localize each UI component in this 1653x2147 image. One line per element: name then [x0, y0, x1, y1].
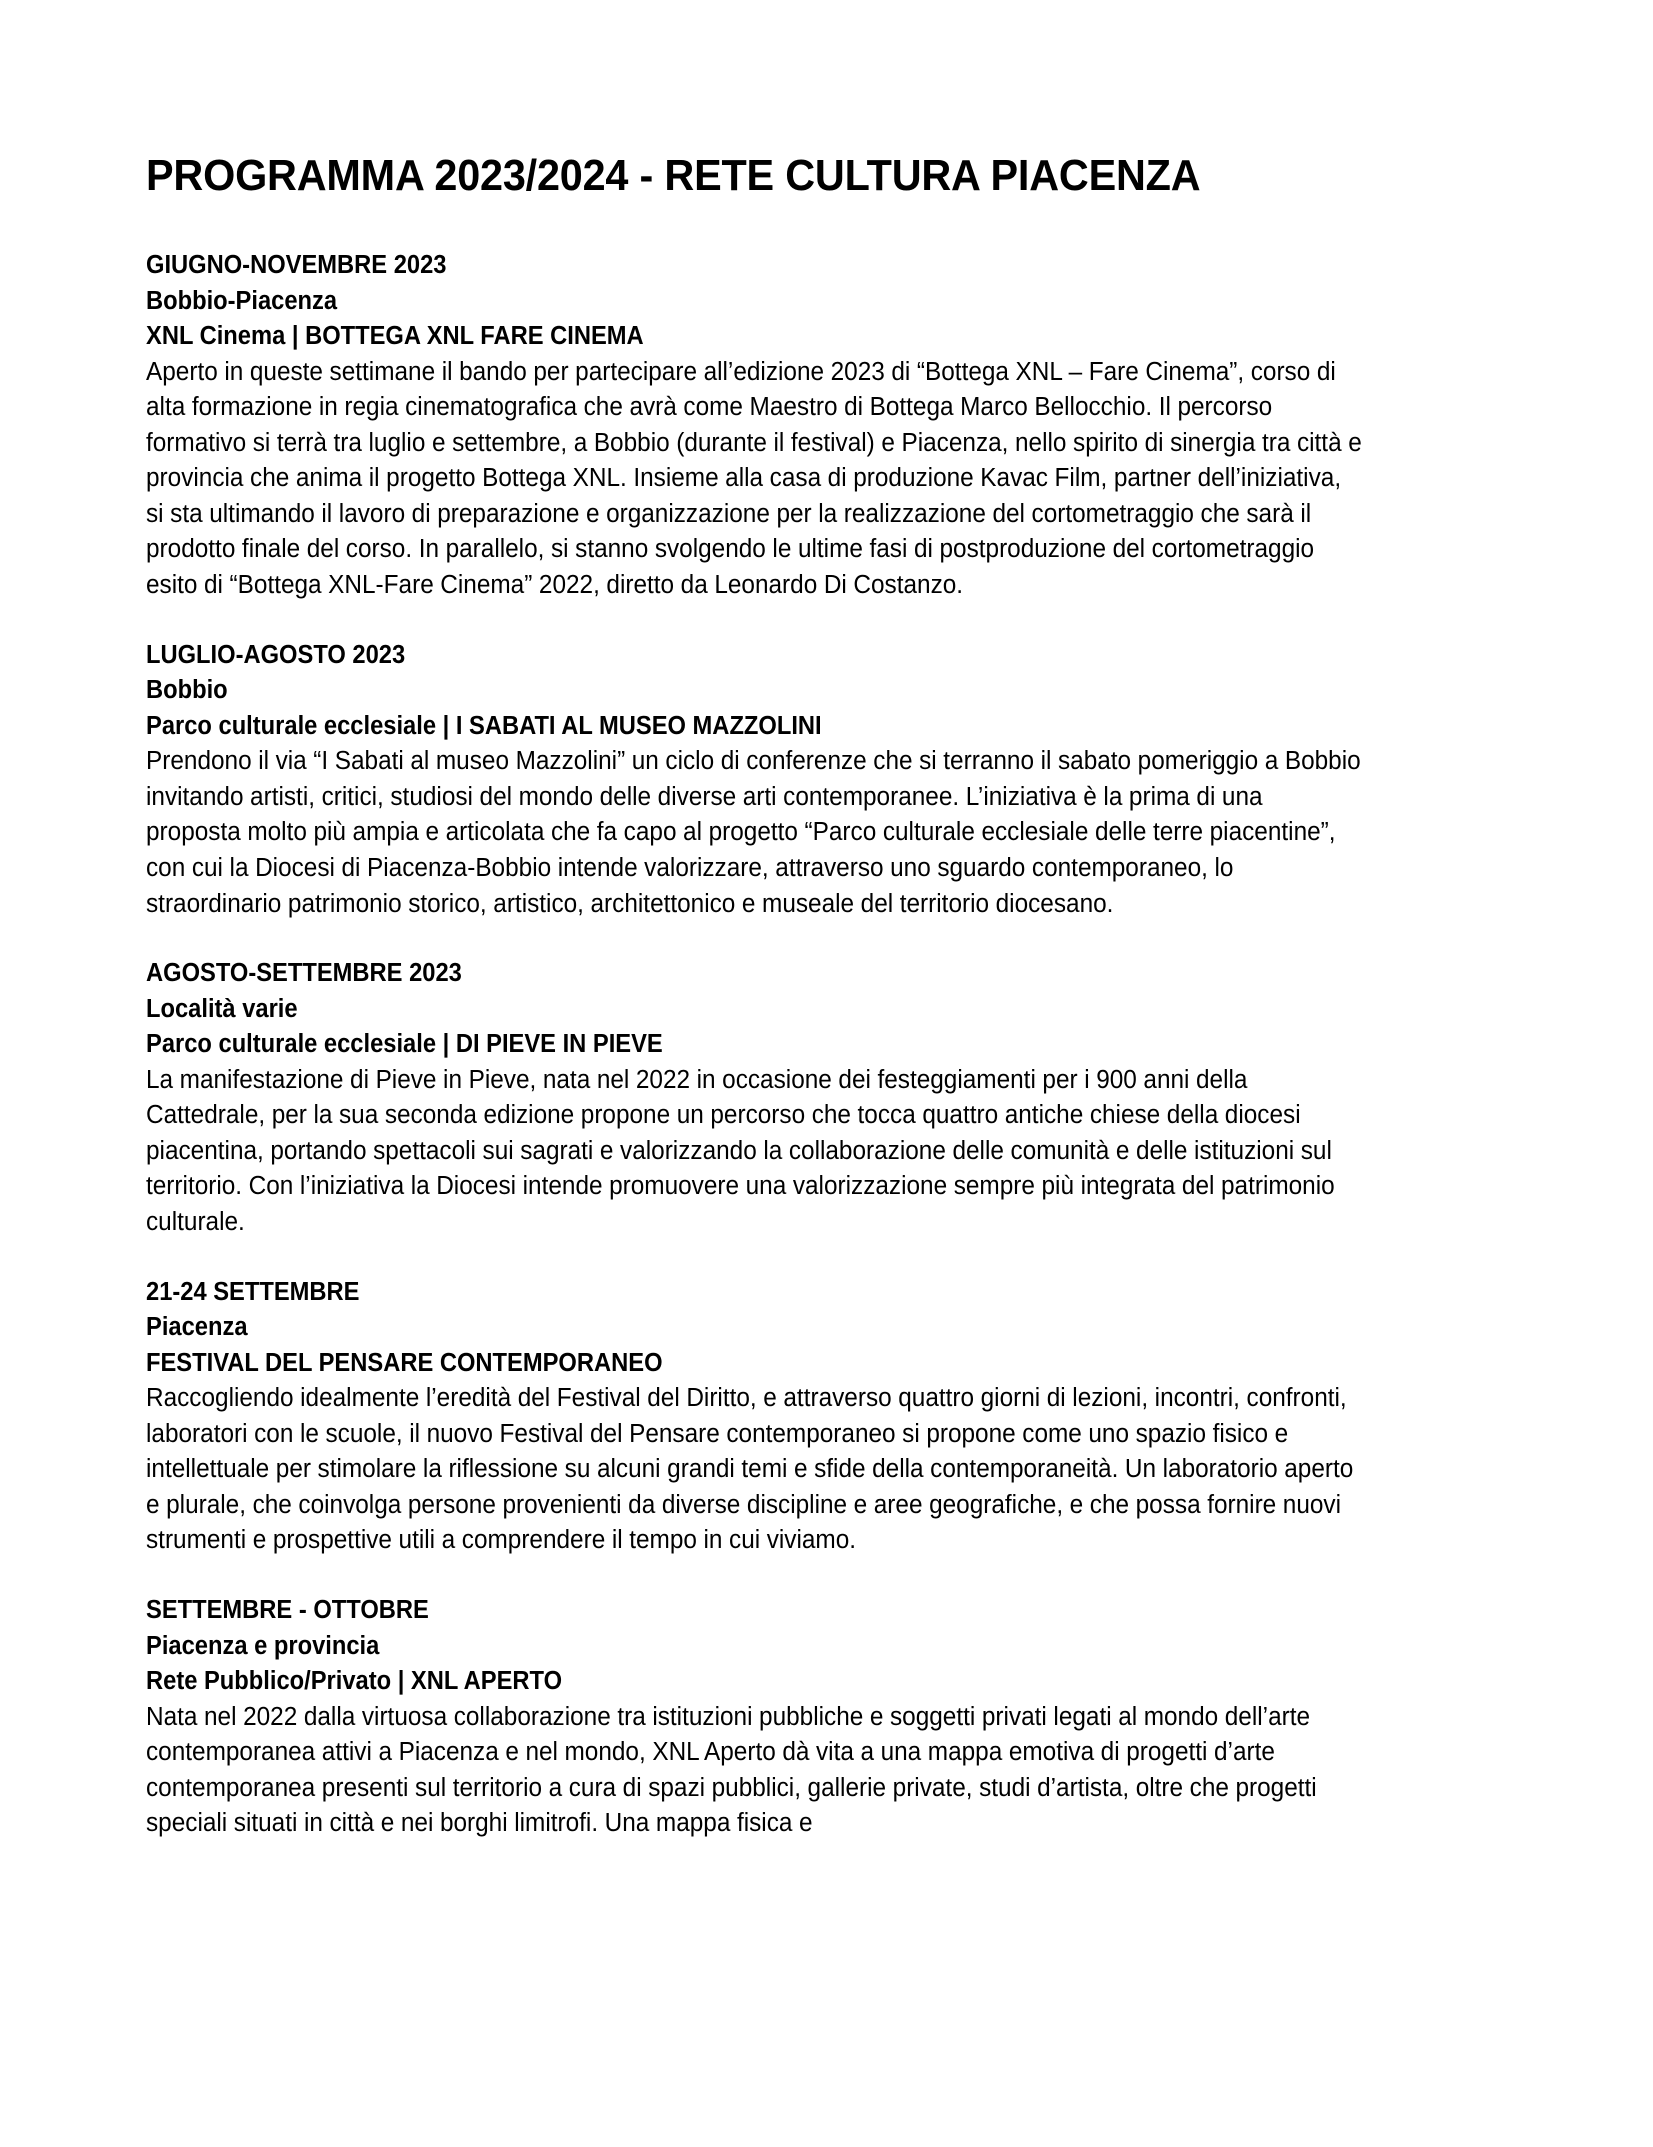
section-location: Piacenza e provincia [146, 1631, 380, 1660]
section-period: AGOSTO-SETTEMBRE 2023 [146, 959, 462, 988]
program-section [146, 1275, 1421, 1559]
section-description: Raccogliendo idealmente l’eredità del Festival del Diritto, e attraverso quattro giorni di lezioni, incontri, confronti, laboratori con le scuole, il nuovo Festival del Pensare contemporaneo si propone come uno spazio fisico e intellettuale per stimolare la riflessione su alcuni grandi temi e sfide della contemporaneità. Un laboratorio aperto e plurale, che coinvolga persone provenienti da diverse discipline e aree geografiche, e che possa fornire nuovi strumenti e prospettive utili a comprendere il tempo in cui viviamo. [146, 1384, 1354, 1555]
section-event-title: FESTIVAL DEL PENSARE CONTEMPORANEO [146, 1348, 663, 1377]
section-location: Località varie [146, 994, 298, 1023]
section-location: Piacenza [146, 1313, 248, 1342]
program-section [146, 956, 1421, 1240]
section-period: 21-24 SETTEMBRE [146, 1277, 360, 1306]
section-period: LUGLIO-AGOSTO 2023 [146, 640, 406, 669]
program-section [146, 1593, 1421, 1842]
section-period: SETTEMBRE - OTTOBRE [146, 1596, 429, 1625]
section-location: Bobbio [146, 676, 228, 705]
section-period: GIUGNO-NOVEMBRE 2023 [146, 251, 447, 279]
section-event-title: Parco culturale ecclesiale | DI PIEVE IN PIEVE [146, 1030, 663, 1059]
section-description: Nata nel 2022 dalla virtuosa collaborazione tra istituzioni pubbliche e soggetti privati legati al mondo dell’arte contemporanea attivi a Piacenza e nel mondo, XNL Aperto dà vita a una mappa emotiva di progetti d’arte contemporanea presenti sul territorio a cura di spazi pubblici, gallerie private, studi d’artista, oltre che progetti speciali situati in città e nei borghi limitrofi. Una mappa fisica e [146, 1702, 1317, 1838]
section-location: Bobbio-Piacenza [146, 286, 338, 315]
program-section [146, 248, 1421, 604]
page-title: PROGRAMMA 2023/2024 - RETE CULTURA PIACENZA [146, 151, 1201, 200]
section-event-title: Parco culturale ecclesiale | I SABATI AL MUSEO MAZZOLINI [146, 711, 822, 740]
program-section [146, 638, 1421, 922]
section-description: Aperto in queste settimane il bando per partecipare all’edizione 2023 di “Bottega XNL – Fare Cinema”, corso di alta formazione in regia cinematografica che avrà come Maestro di Bottega Marco Bellocchio. Il percorso formativo si terrà tra luglio e settembre, a Bobbio (durante il festival) e Piacenza, nello spirito di sinergia tra città e provincia che anima il progetto Bottega XNL. Insieme alla casa di produzione Kavac Film, partner dell’iniziativa, si sta ultimando il lavoro di preparazione e organizzazione per la realizzazione del cortometraggio che sarà il prodotto finale del corso. In parallelo, si stanno svolgendo le ultime fasi di postproduzione del cortometraggio esito di “Bottega XNL-Fare Cinema” 2022, diretto da Leonardo Di Costanzo. [146, 357, 1362, 600]
section-event-title: XNL Cinema | BOTTEGA XNL FARE CINEMA [146, 322, 644, 350]
section-description: Prendono il via “I Sabati al museo Mazzolini” un ciclo di conferenze che si terranno il sabato pomeriggio a Bobbio invitando artisti, critici, studiosi del mondo delle diverse arti contemporanee. L’iniziativa è la prima di una proposta molto più ampia e articolata che fa capo al progetto “Parco culturale ecclesiale delle terre piacentine”, con cui la Diocesi di Piacenza-Bobbio intende valorizzare, attraverso uno sguardo contemporaneo, lo straordinario patrimonio storico, artistico, architettonico e museale del territorio diocesano. [146, 747, 1361, 918]
section-event-title: Rete Pubblico/Privato | XNL APERTO [146, 1667, 563, 1696]
section-description: La manifestazione di Pieve in Pieve, nata nel 2022 in occasione dei festeggiamenti per i 900 anni della Cattedrale, per la sua seconda edizione propone un percorso che tocca quattro antiche chiese della diocesi piacentina, portando spettacoli sui sagrati e valorizzando la collaborazione delle comunità e delle istituzioni sul territorio. Con l’iniziativa la Diocesi intende promuovere una valorizzazione sempre più integrata del patrimonio culturale. [146, 1065, 1335, 1236]
